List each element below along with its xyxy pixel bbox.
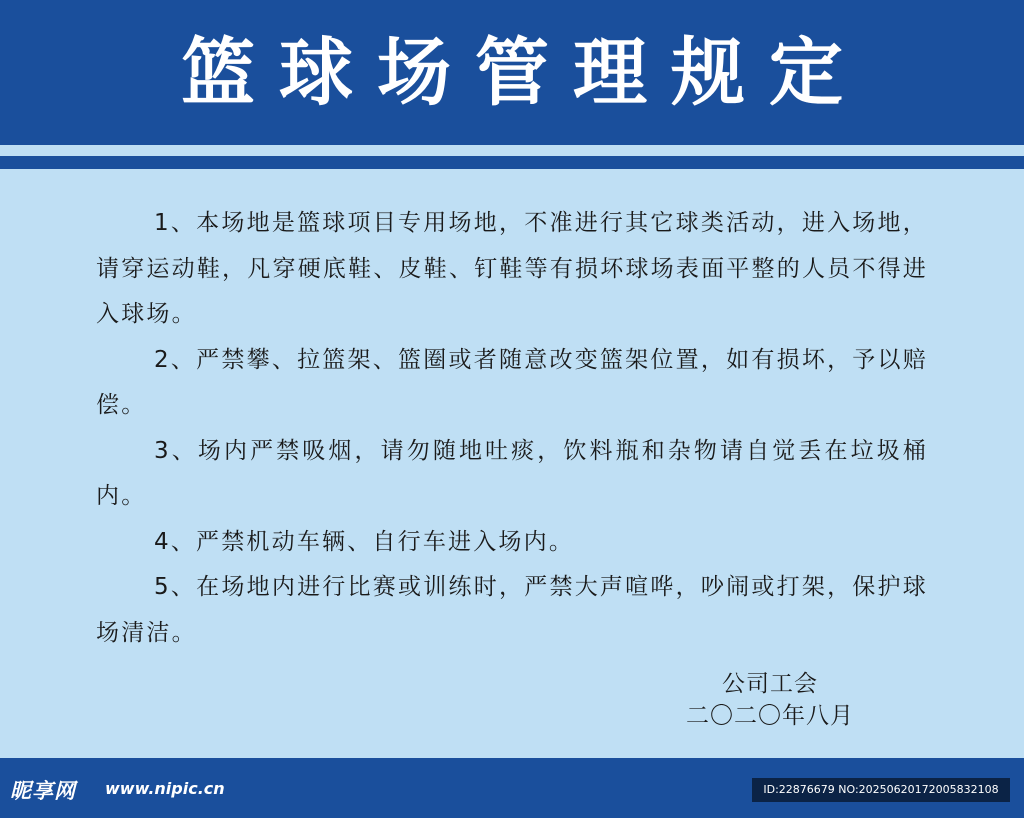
header-stripe-dark xyxy=(0,156,1024,169)
watermark-logo: 昵享网 xyxy=(10,779,76,803)
rule-item-3: 3、场内严禁吸烟，请勿随地吐痰，饮料瓶和杂物请自觉丢在垃圾桶内。 xyxy=(96,437,928,509)
rules-list xyxy=(96,201,928,656)
signature-block xyxy=(640,668,900,732)
header-stripe-light xyxy=(0,145,1024,156)
signature-date: 二〇二〇年八月 xyxy=(686,703,854,729)
watermark-id-badge: ID:22876679 NO:20250620172005832108 xyxy=(752,778,1010,802)
rule-item-4: 4、严禁机动车辆、自行车进入场内。 xyxy=(154,528,575,555)
signature-organization: 公司工会 xyxy=(722,671,818,697)
rule-item-2: 2、严禁攀、拉篮架、篮圈或者随意改变篮架位置，如有损坏，予以赔偿。 xyxy=(96,346,928,418)
page-title: 篮球场管理规定 xyxy=(181,30,867,116)
rule-item-5: 5、在场地内进行比赛或训练时，严禁大声喧哗，吵闹或打架，保护球场清洁。 xyxy=(96,574,928,646)
rule-item-1: 1、本场地是篮球项目专用场地，不准进行其它球类活动，进入场地，请穿运动鞋，凡穿硬底鞋、皮鞋、钉鞋等有损坏球场表面平整的人员不得进入球场。 xyxy=(96,210,928,327)
watermark-url: www.nipic.cn xyxy=(105,779,225,798)
